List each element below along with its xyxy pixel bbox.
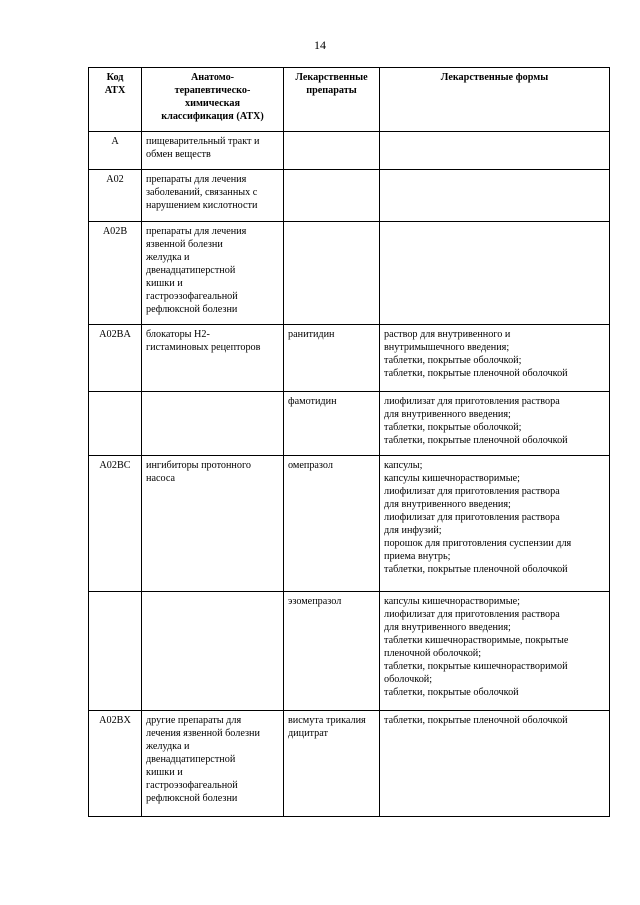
drug-cell: эзомепразол: [284, 592, 380, 711]
header-drugs: Лекарственные препараты: [284, 68, 380, 132]
atx-code: A02BA: [89, 325, 142, 392]
classification-cell: ингибиторы протонного насоса: [142, 456, 284, 592]
forms-cell: [380, 170, 610, 222]
atx-code: A02B: [89, 222, 142, 325]
header-forms: Лекарственные формы: [380, 68, 610, 132]
table-row: [89, 592, 610, 711]
atx-code: A: [89, 132, 142, 170]
table-row: [89, 132, 610, 170]
drug-cell: [284, 170, 380, 222]
page-number: 14: [314, 38, 326, 52]
classification-cell: блокаторы H2- гистаминовых рецепторов: [142, 325, 284, 392]
table-row: [89, 711, 610, 817]
forms-cell: лиофилизат для приготовления раствора для внутривенного введения; таблетки, покрытые оболочкой; таблетки, покрытые пленочной оболочкой: [380, 392, 610, 456]
forms-cell: [380, 132, 610, 170]
forms-cell: капсулы кишечнорастворимые; лиофилизат для приготовления раствора для внутривенного введения; таблетки кишечнорастворимые, покрытые пленочной оболочкой; таблетки, покрытые кишечнорастворимой оболочкой; таблетки, покрытые оболочкой: [380, 592, 610, 711]
atx-code: A02BX: [89, 711, 142, 817]
classification-cell: [142, 392, 284, 456]
table-row: [89, 392, 610, 456]
drug-cell: [284, 132, 380, 170]
table-row: [89, 170, 610, 222]
table-row: [89, 222, 610, 325]
drug-cell: висмута трикалия дицитрат: [284, 711, 380, 817]
atx-table: [88, 67, 610, 817]
table-row: [89, 456, 610, 592]
drug-cell: омепразол: [284, 456, 380, 592]
classification-cell: препараты для лечения заболеваний, связанных с нарушением кислотности: [142, 170, 284, 222]
drug-cell: [284, 222, 380, 325]
classification-cell: препараты для лечения язвенной болезни желудка и двенадцатиперстной кишки и гастроэзофагеальной рефлюксной болезни: [142, 222, 284, 325]
drug-cell: ранитидин: [284, 325, 380, 392]
forms-cell: капсулы; капсулы кишечнорастворимые; лиофилизат для приготовления раствора для внутривенного введения; лиофилизат для приготовления раствора для инфузий; порошок для приготовления суспензии для приема внутрь; таблетки, покрытые пленочной оболочкой: [380, 456, 610, 592]
drug-cell: фамотидин: [284, 392, 380, 456]
atx-code: A02BC: [89, 456, 142, 592]
atx-code: [89, 592, 142, 711]
table-row: [89, 325, 610, 392]
classification-cell: другие препараты для лечения язвенной болезни желудка и двенадцатиперстной кишки и гастроэзофагеальной рефлюксной болезни: [142, 711, 284, 817]
forms-cell: таблетки, покрытые пленочной оболочкой: [380, 711, 610, 817]
forms-cell: раствор для внутривенного и внутримышечного введения; таблетки, покрытые оболочкой; таблетки, покрытые пленочной оболочкой: [380, 325, 610, 392]
forms-cell: [380, 222, 610, 325]
atx-code: [89, 392, 142, 456]
atx-code: A02: [89, 170, 142, 222]
header-code: Код АТХ: [89, 68, 142, 132]
header-classification: Анатомо- терапевтическо- химическая классификация (АТХ): [142, 68, 284, 132]
classification-cell: [142, 592, 284, 711]
classification-cell: пищеварительный тракт и обмен веществ: [142, 132, 284, 170]
header-row: [89, 68, 610, 132]
